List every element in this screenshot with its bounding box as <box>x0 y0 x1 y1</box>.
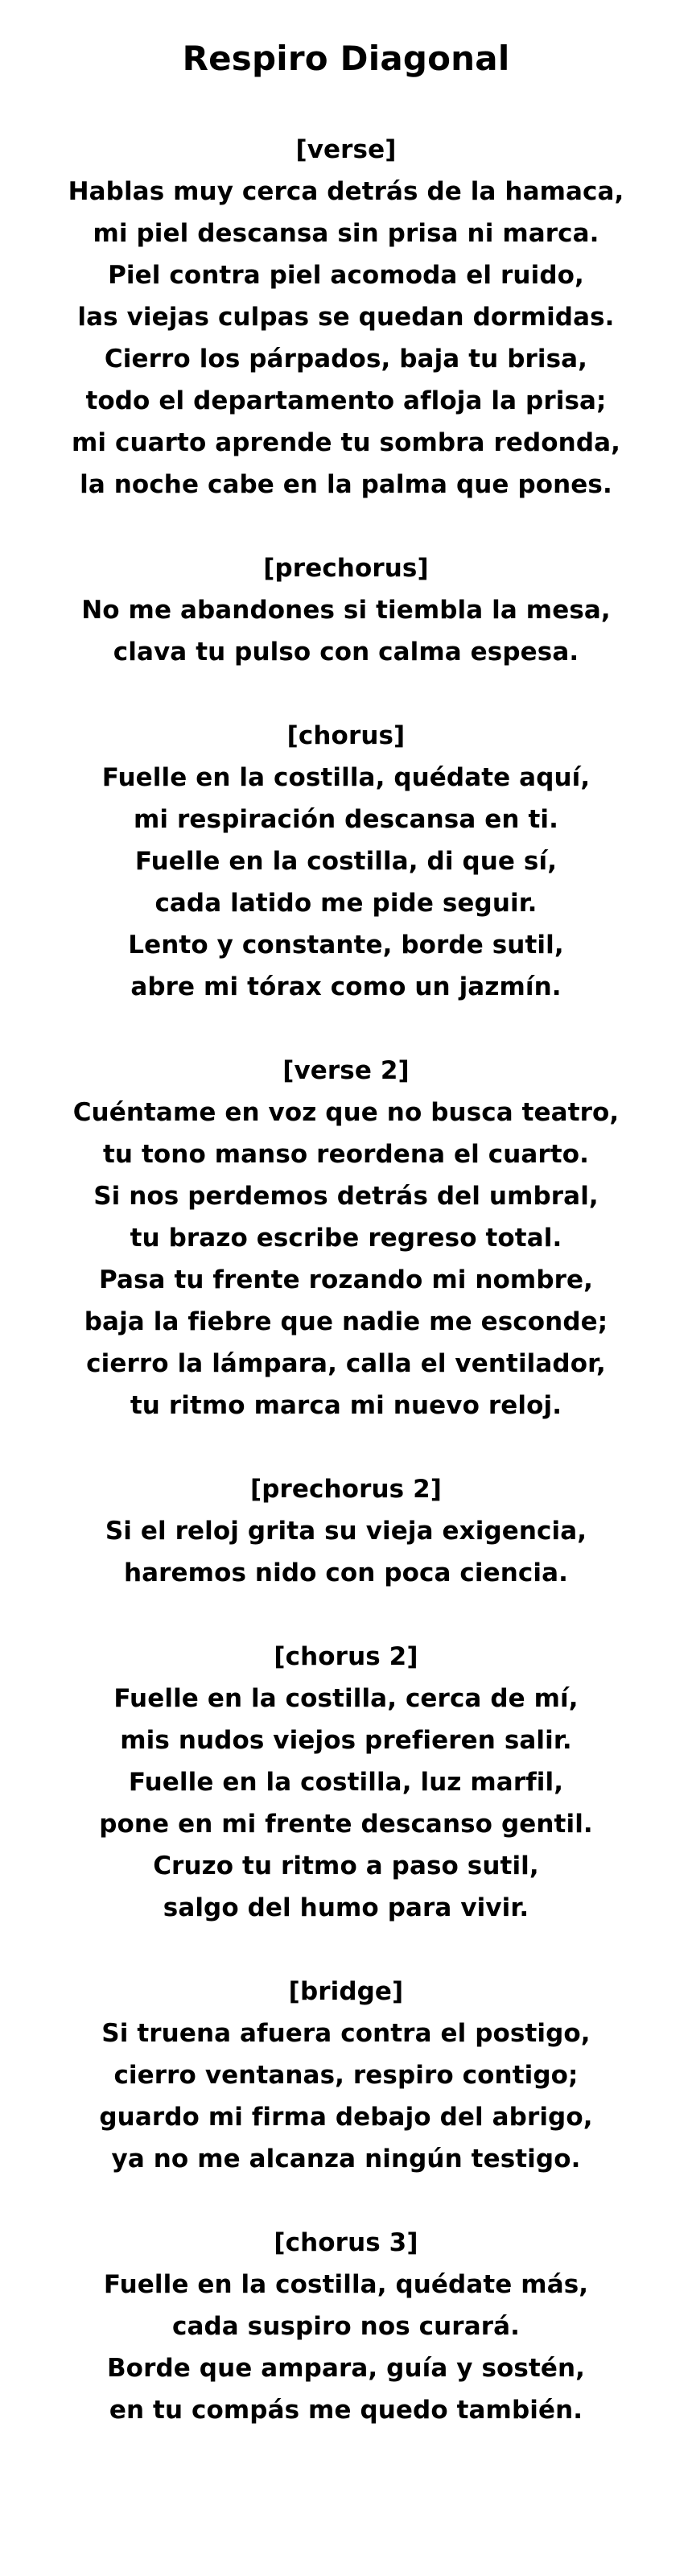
song-title: Respiro Diagonal <box>182 39 510 78</box>
song-section <box>0 715 692 1008</box>
song-body <box>0 129 692 2431</box>
song-section <box>0 2222 692 2431</box>
lyric-line: mis nudos viejos prefieren salir. <box>120 1726 572 1755</box>
lyric-line: Pasa tu frente rozando mi nombre, <box>98 1265 594 1294</box>
lyric-line: Hablas muy cerca detrás de la hamaca, <box>68 177 624 206</box>
lyric-line: Cierro los párpados, baja tu brisa, <box>104 345 588 374</box>
lyric-line: No me abandones si tiembla la mesa, <box>81 596 611 625</box>
song-section <box>0 547 692 673</box>
section-label: [chorus 3] <box>274 2228 418 2257</box>
lyric-line: Fuelle en la costilla, cerca de mí, <box>113 1684 579 1713</box>
lyric-line: mi piel descansa sin prisa ni marca. <box>93 219 599 248</box>
lyric-line: cierro ventanas, respiro contigo; <box>113 2061 579 2090</box>
section-label: [chorus] <box>286 721 406 750</box>
lyric-line: cada suspiro nos curará. <box>171 2312 520 2341</box>
song-section <box>0 1050 692 1426</box>
section-label: [prechorus 2] <box>249 1475 443 1504</box>
song-section <box>0 1636 692 1929</box>
lyric-line: clava tu pulso con calma espesa. <box>113 638 579 667</box>
section-label: [bridge] <box>288 1977 404 2006</box>
lyric-line: Si el reloj grita su vieja exigencia, <box>105 1517 587 1546</box>
section-label: [verse] <box>295 135 397 164</box>
lyric-line: Piel contra piel acomoda el ruido, <box>108 261 584 290</box>
lyric-line: haremos nido con poca ciencia. <box>123 1558 569 1587</box>
lyric-line: Lento y constante, borde sutil, <box>128 931 564 960</box>
lyric-line: pone en mi frente descanso gentil. <box>99 1810 593 1839</box>
song-section <box>0 1468 692 1594</box>
lyric-line: mi cuarto aprende tu sombra redonda, <box>71 428 621 457</box>
lyric-line: la noche cabe en la palma que pones. <box>80 470 612 499</box>
lyric-line: cierro la lámpara, calla el ventilador, <box>86 1349 606 1378</box>
lyric-line: tu tono manso reordena el cuarto. <box>103 1140 589 1169</box>
lyric-line: en tu compás me quedo también. <box>109 2396 583 2425</box>
lyric-line: salgo del humo para vivir. <box>163 1893 529 1922</box>
lyric-line: Borde que ampara, guía y sostén, <box>106 2354 586 2383</box>
song-section <box>0 1971 692 2180</box>
lyric-line: Fuelle en la costilla, quédate aquí, <box>101 763 591 792</box>
section-label: [chorus 2] <box>274 1642 418 1671</box>
lyric-line: tu brazo escribe regreso total. <box>130 1224 562 1253</box>
lyric-line: Fuelle en la costilla, luz marfil, <box>128 1768 564 1797</box>
section-label: [verse 2] <box>282 1056 410 1085</box>
lyric-line: baja la fiebre que nadie me esconde; <box>84 1307 608 1336</box>
lyric-line: Si nos perdemos detrás del umbral, <box>93 1182 599 1211</box>
lyric-line: cada latido me pide seguir. <box>154 889 538 918</box>
lyric-line: guardo mi firma debajo del abrigo, <box>99 2103 593 2132</box>
lyric-line: todo el departamento afloja la prisa; <box>85 386 607 415</box>
lyric-line: las viejas culpas se quedan dormidas. <box>77 303 615 332</box>
lyric-line: mi respiración descansa en ti. <box>134 805 558 834</box>
lyric-line: ya no me alcanza ningún testigo. <box>111 2145 581 2174</box>
lyric-line: abre mi tórax como un jazmín. <box>130 972 562 1001</box>
lyric-line: Cruzo tu ritmo a paso sutil, <box>153 1852 539 1880</box>
lyric-line: Si truena afuera contra el postigo, <box>101 2019 591 2048</box>
song-section <box>0 129 692 506</box>
section-label: [prechorus] <box>263 554 429 583</box>
lyric-line: Fuelle en la costilla, quédate más, <box>103 2270 589 2299</box>
lyric-line: Cuéntame en voz que no busca teatro, <box>72 1098 620 1127</box>
lyric-line: tu ritmo marca mi nuevo reloj. <box>130 1391 562 1420</box>
lyric-line: Fuelle en la costilla, di que sí, <box>134 847 558 876</box>
